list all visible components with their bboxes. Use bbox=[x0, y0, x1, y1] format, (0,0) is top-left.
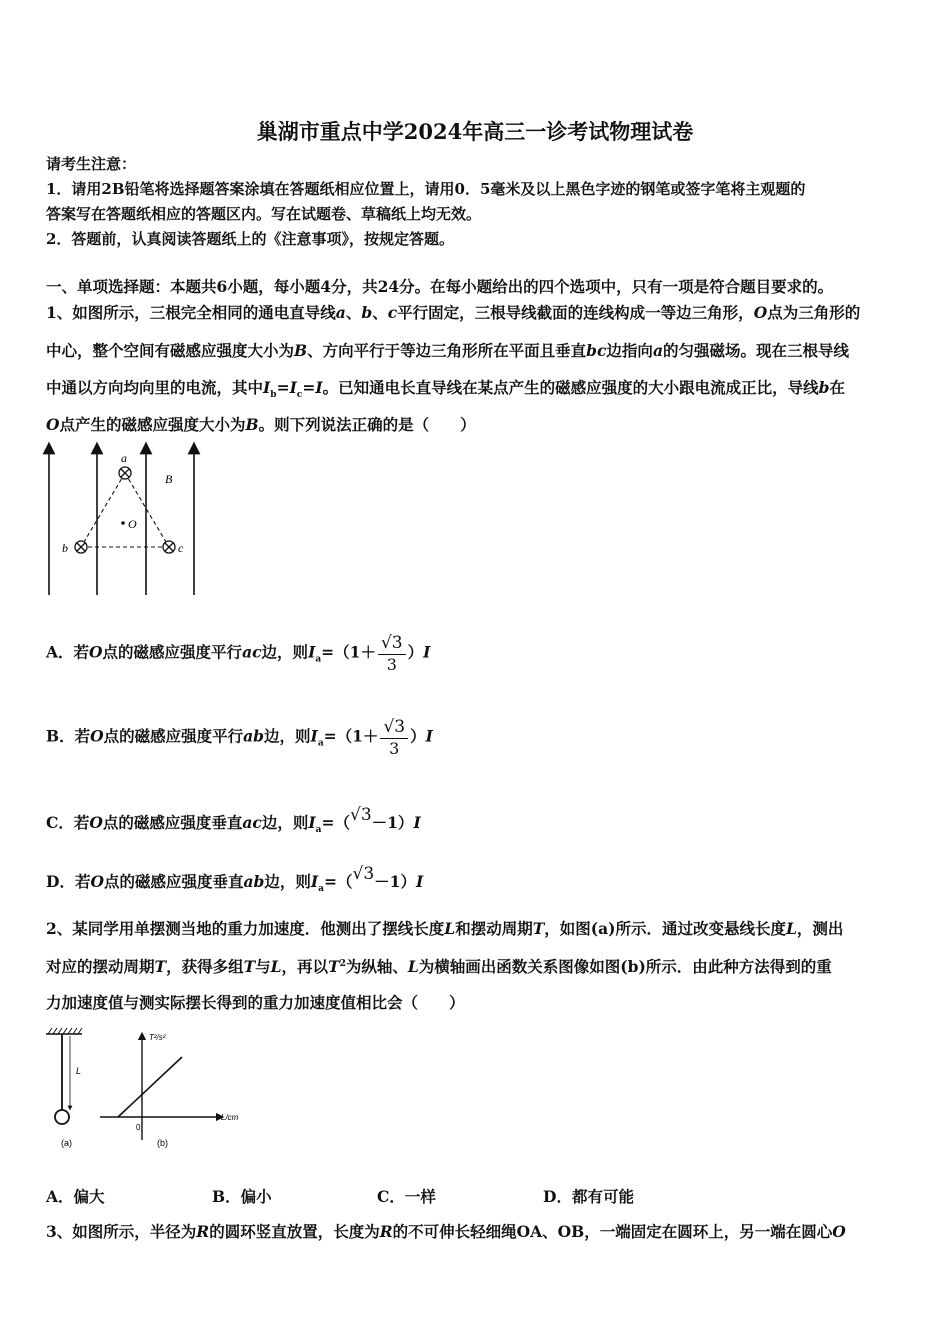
q2-option-a[interactable]: A．偏大 bbox=[46, 1187, 105, 1206]
page-title: 巢湖市重点中学2024年高三一诊考试物理试卷 bbox=[256, 119, 694, 144]
q2-line-2: 对应的摆动周期T，获得多组T与L，再以$T^2$为纵轴、L为横轴画出函数关系图像如图(b)所示．由此种方法得到的重 bbox=[46, 957, 832, 976]
notice-heading: 请考生注意： bbox=[46, 155, 137, 173]
label-a: a bbox=[121, 451, 127, 465]
label-B: B bbox=[165, 472, 173, 486]
label-fig-a: (a) bbox=[61, 1138, 72, 1148]
wire-a bbox=[119, 467, 131, 479]
label-L: L bbox=[76, 1066, 82, 1076]
q1-option-b[interactable]: B．若O点的磁感应强度平行ab边，则$I_a=(1+$ $\frac{√3}{3}$ ）I bbox=[46, 717, 433, 758]
label-origin: 0 bbox=[136, 1123, 141, 1132]
label-b: b bbox=[62, 541, 68, 555]
q1-line-3: 中通以方向均向里的电流，其中$I_b=I_c=I$。已知通电长直导线在某点产生的磁感应强度的大小跟电流成正比，导线b在 bbox=[46, 378, 845, 401]
q3-line-1: 3、如图所示，半径为R的圆环竖直放置，长度为R的不可伸长轻细绳OA、OB，一端固定在圆环上，另一端在圆心O bbox=[46, 1222, 846, 1241]
label-O: O bbox=[128, 517, 137, 531]
label-fig-b: (b) bbox=[157, 1138, 168, 1148]
notice-line-2: 答案写在答题纸相应的答题区内。写在试题卷、草稿纸上均无效。 bbox=[46, 205, 482, 223]
q2-option-d[interactable]: D．都有可能 bbox=[543, 1187, 634, 1206]
q1-option-a[interactable]: A．若O点的磁感应强度平行ac边，则$I_a=(1+$ $\frac{√3}{3}$ ）I bbox=[46, 633, 431, 674]
notice-line-3: 2．答题前，认真阅读答题纸上的《注意事项》，按规定答题。 bbox=[46, 230, 454, 248]
q1-option-c[interactable]: C．若O点的磁感应强度垂直ac边，则$I_a=(√3-1)I$ bbox=[46, 805, 421, 836]
wire-c bbox=[163, 541, 175, 553]
section-heading: 一、单项选择题：本题共6小题，每小题4分，共24分。在每小题给出的四个选项中，只有一项是符合题目要求的。 bbox=[46, 277, 834, 296]
pendulum-bob bbox=[55, 1110, 69, 1124]
label-yaxis: T²/s² bbox=[149, 1033, 166, 1042]
q1-line-4: O点产生的磁感应强度大小为B。则下列说法正确的是（ ） bbox=[46, 415, 476, 434]
graph-line bbox=[118, 1057, 182, 1117]
q1-line-2: 中心，整个空间有磁感应强度大小为B、方向平行于等边三角形所在平面且垂直bc边指向a的匀强磁场。现在三根导线 bbox=[46, 341, 849, 360]
q2-option-b[interactable]: B．偏小 bbox=[212, 1187, 272, 1206]
q2-option-c[interactable]: C．一样 bbox=[377, 1187, 436, 1206]
q1-line-1: 1、如图所示，三根完全相同的通电直导线a、b、c平行固定，三根导线截面的连线构成一等边三角形，O点为三角形的 bbox=[46, 303, 861, 322]
notice-line-1: 1．请用2B铅笔将选择题答案涂填在答题纸相应位置上，请用0．5毫米及以上黑色字迹的钢笔或签字笔将主观题的 bbox=[46, 180, 806, 198]
wire-b bbox=[75, 541, 87, 553]
q1-figure bbox=[40, 440, 210, 600]
label-xaxis: L/cm bbox=[221, 1113, 239, 1122]
label-c: c bbox=[178, 541, 184, 555]
q2-line-1: 2、某同学用单摆测当地的重力加速度．他测出了摆线长度L和摆动周期T，如图(a)所示．通过改变悬线长度L，测出 bbox=[46, 919, 844, 938]
q2-figure bbox=[40, 1022, 255, 1152]
q1-option-d[interactable]: D．若O点的磁感应强度垂直ab边，则$I_a=(√3-1)I$ bbox=[46, 864, 424, 895]
q2-line-3: 力加速度值与测实际摆长得到的重力加速度值相比会（ ） bbox=[46, 993, 465, 1012]
